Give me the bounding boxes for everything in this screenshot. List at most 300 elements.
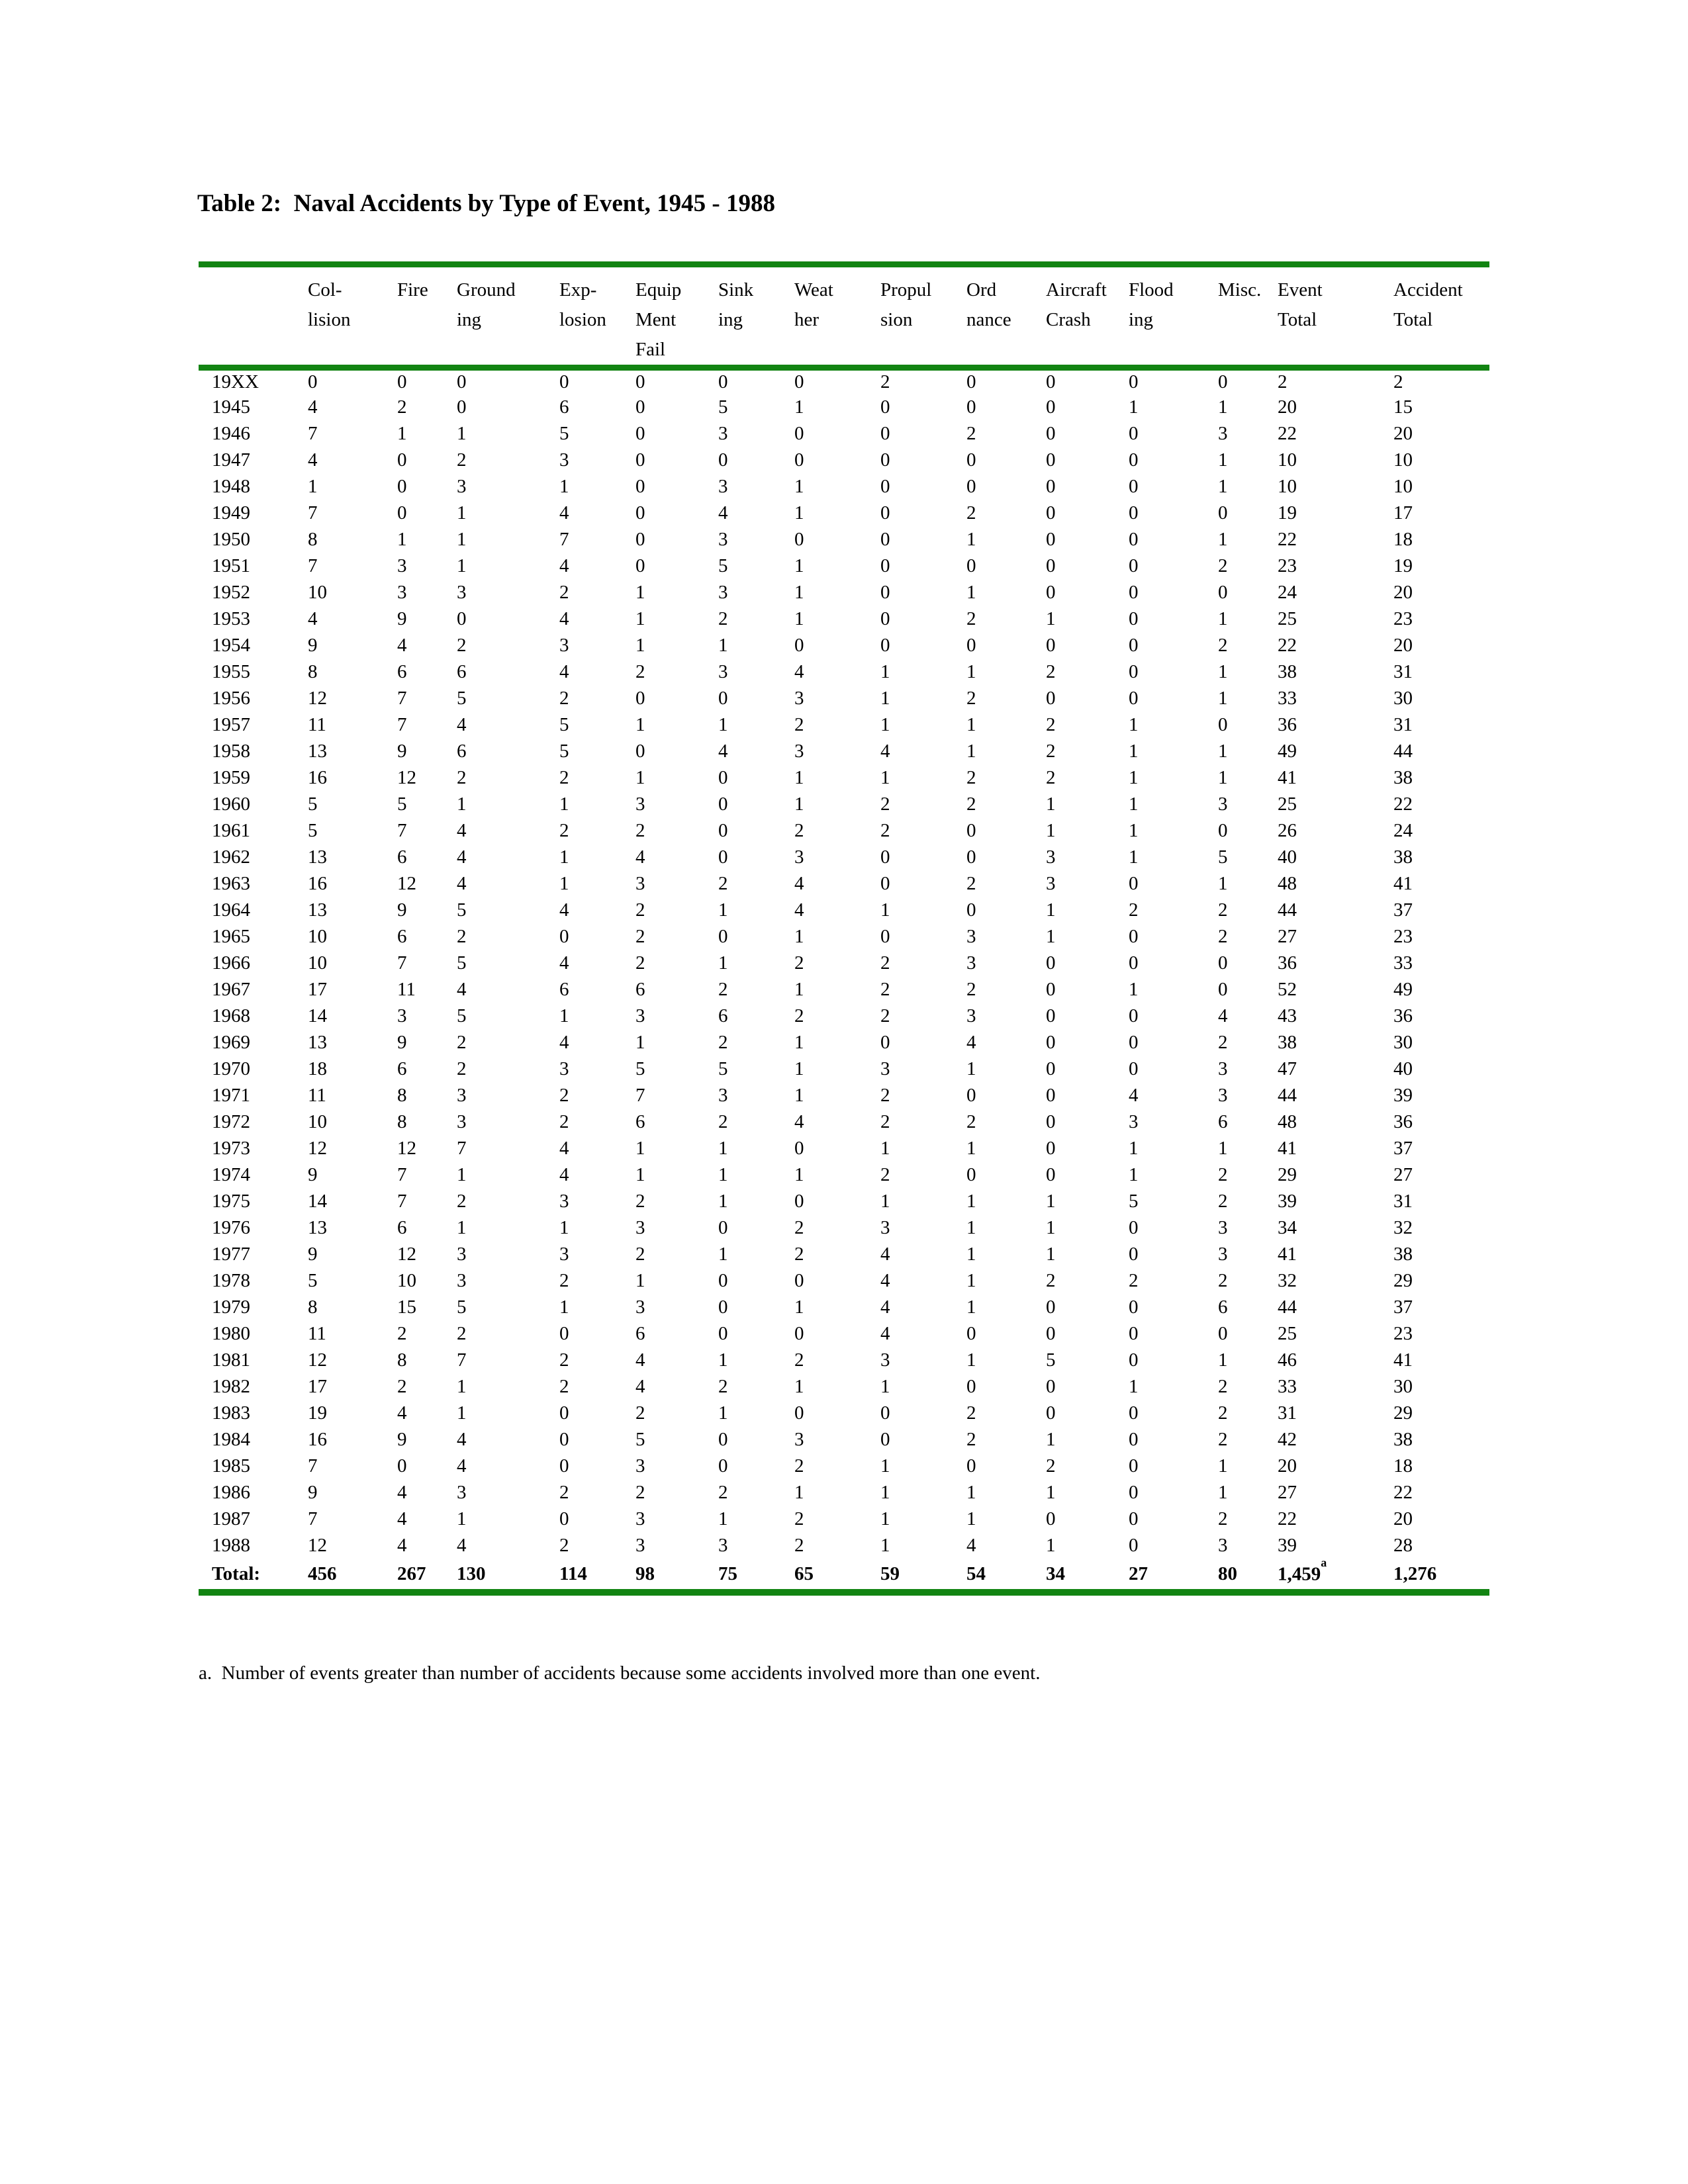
value-cell: 0 bbox=[635, 449, 645, 471]
value-cell: 0 bbox=[635, 396, 645, 418]
value-cell: 2 bbox=[1129, 1270, 1139, 1291]
value-cell: 1 bbox=[1046, 820, 1056, 841]
col-header-line: nance bbox=[966, 309, 1011, 330]
value-cell: 10 bbox=[1393, 449, 1413, 471]
value-cell: 38 bbox=[1393, 846, 1413, 868]
value-cell: 0 bbox=[966, 449, 976, 471]
table-row bbox=[199, 1347, 1489, 1374]
col-header-line: lision bbox=[308, 309, 351, 330]
value-cell: 0 bbox=[966, 899, 976, 921]
value-cell: 1 bbox=[880, 1535, 890, 1556]
value-cell: 40 bbox=[1393, 1058, 1413, 1079]
value-cell: 0 bbox=[1218, 1323, 1228, 1344]
table-row bbox=[199, 739, 1489, 765]
value-cell: 3 bbox=[1218, 794, 1228, 815]
total-value-cell: 114 bbox=[559, 1559, 635, 1592]
value-cell: 3 bbox=[635, 1297, 645, 1318]
value-cell: 0 bbox=[1218, 582, 1228, 603]
value-cell: 0 bbox=[1129, 1005, 1139, 1026]
value-cell: 0 bbox=[718, 1455, 728, 1477]
value-cell: 1 bbox=[635, 1138, 645, 1159]
value-cell: 12 bbox=[397, 873, 416, 894]
value-cell: 1 bbox=[880, 1191, 890, 1212]
total-value-cell: 65 bbox=[794, 1559, 880, 1592]
value-cell: 0 bbox=[966, 476, 976, 497]
value-cell: 31 bbox=[1278, 1402, 1297, 1424]
value-cell: 1 bbox=[880, 714, 890, 735]
value-cell: 1 bbox=[1218, 741, 1228, 762]
value-cell: 0 bbox=[880, 1032, 890, 1053]
total-value-cell: 27 bbox=[1129, 1559, 1218, 1592]
value-cell: 0 bbox=[1046, 1032, 1056, 1053]
year-cell: 1954 bbox=[212, 635, 250, 656]
value-cell: 5 bbox=[1218, 846, 1228, 868]
value-cell: 38 bbox=[1278, 1032, 1297, 1053]
year-cell: 1945 bbox=[212, 396, 250, 418]
value-cell: 2 bbox=[880, 1164, 890, 1185]
value-cell: 2 bbox=[635, 926, 645, 947]
value-cell: 9 bbox=[397, 1429, 407, 1450]
value-cell: 3 bbox=[457, 476, 467, 497]
value-cell: 0 bbox=[1129, 423, 1139, 444]
value-cell: 0 bbox=[794, 1191, 804, 1212]
value-cell: 23 bbox=[1393, 1323, 1413, 1344]
value-cell: 2 bbox=[1218, 1376, 1228, 1397]
value-cell: 27 bbox=[1393, 1164, 1413, 1185]
value-cell: 4 bbox=[397, 635, 407, 656]
value-cell: 3 bbox=[457, 1270, 467, 1291]
value-cell: 41 bbox=[1393, 873, 1413, 894]
value-cell: 0 bbox=[1129, 1297, 1139, 1318]
table-row bbox=[199, 606, 1489, 633]
value-cell: 8 bbox=[397, 1111, 407, 1132]
year-cell: 1980 bbox=[212, 1323, 250, 1344]
value-cell: 39 bbox=[1393, 1085, 1413, 1106]
value-cell: 2 bbox=[457, 1323, 467, 1344]
value-cell: 2 bbox=[966, 794, 976, 815]
value-cell: 0 bbox=[880, 635, 890, 656]
year-cell: 1951 bbox=[212, 555, 250, 576]
value-cell: 20 bbox=[1278, 1455, 1297, 1477]
value-cell: 0 bbox=[718, 1297, 728, 1318]
value-cell: 0 bbox=[1218, 952, 1228, 974]
col-header-line: ing bbox=[1129, 309, 1154, 330]
table-row bbox=[199, 394, 1489, 421]
value-cell: 1 bbox=[966, 1349, 976, 1371]
table-row bbox=[199, 527, 1489, 553]
value-cell: 0 bbox=[1218, 371, 1228, 393]
value-cell: 2 bbox=[718, 873, 728, 894]
value-cell: 0 bbox=[880, 529, 890, 550]
value-cell: 1 bbox=[794, 608, 804, 629]
value-cell: 6 bbox=[635, 1111, 645, 1132]
year-cell: 1957 bbox=[212, 714, 250, 735]
value-cell: 0 bbox=[308, 371, 318, 393]
value-cell: 0 bbox=[559, 1323, 569, 1344]
col-header-ordnance bbox=[966, 265, 1046, 368]
value-cell: 3 bbox=[880, 1058, 890, 1079]
value-cell: 2 bbox=[1218, 1191, 1228, 1212]
value-cell: 4 bbox=[397, 1482, 407, 1503]
value-cell: 1 bbox=[966, 1191, 976, 1212]
value-cell: 20 bbox=[1393, 423, 1413, 444]
value-cell: 30 bbox=[1393, 1032, 1413, 1053]
value-cell: 0 bbox=[1046, 396, 1056, 418]
value-cell: 52 bbox=[1278, 979, 1297, 1000]
year-cell: 1950 bbox=[212, 529, 250, 550]
value-cell: 3 bbox=[794, 1429, 804, 1450]
value-cell: 0 bbox=[966, 371, 976, 393]
value-cell: 2 bbox=[880, 820, 890, 841]
table-row bbox=[199, 871, 1489, 897]
value-cell: 0 bbox=[880, 476, 890, 497]
value-cell: 37 bbox=[1393, 1297, 1413, 1318]
value-cell: 13 bbox=[308, 1032, 327, 1053]
value-cell: 1 bbox=[1218, 688, 1228, 709]
value-cell: 11 bbox=[397, 979, 416, 1000]
value-cell: 5 bbox=[635, 1429, 645, 1450]
value-cell: 0 bbox=[718, 820, 728, 841]
value-cell: 0 bbox=[1046, 502, 1056, 523]
value-cell: 0 bbox=[1046, 449, 1056, 471]
value-cell: 48 bbox=[1278, 873, 1297, 894]
value-cell: 0 bbox=[1046, 1058, 1056, 1079]
value-cell: 3 bbox=[559, 1058, 569, 1079]
year-cell: 1979 bbox=[212, 1297, 250, 1318]
value-cell: 4 bbox=[880, 1323, 890, 1344]
value-cell: 7 bbox=[397, 688, 407, 709]
value-cell: 1 bbox=[880, 1508, 890, 1529]
value-cell: 6 bbox=[397, 926, 407, 947]
value-cell: 1 bbox=[457, 1508, 467, 1529]
value-cell: 2 bbox=[1218, 555, 1228, 576]
value-cell: 41 bbox=[1278, 767, 1297, 788]
col-header-misc bbox=[1218, 265, 1278, 368]
value-cell: 1 bbox=[718, 1164, 728, 1185]
value-cell: 1 bbox=[1046, 899, 1056, 921]
value-cell: 6 bbox=[457, 741, 467, 762]
value-cell: 2 bbox=[966, 423, 976, 444]
value-cell: 2 bbox=[559, 1535, 569, 1556]
value-cell: 1 bbox=[397, 423, 407, 444]
value-cell: 2 bbox=[559, 767, 569, 788]
value-cell: 1 bbox=[718, 1138, 728, 1159]
value-cell: 0 bbox=[966, 1085, 976, 1106]
value-cell: 19 bbox=[1278, 502, 1297, 523]
col-header-fire bbox=[397, 265, 457, 368]
value-cell: 2 bbox=[1218, 635, 1228, 656]
value-cell: 0 bbox=[1046, 979, 1056, 1000]
value-cell: 2 bbox=[397, 1376, 407, 1397]
year-cell: 1975 bbox=[212, 1191, 250, 1212]
value-cell: 4 bbox=[794, 661, 804, 682]
value-cell: 1 bbox=[559, 1217, 569, 1238]
value-cell: 18 bbox=[308, 1058, 327, 1079]
value-cell: 1 bbox=[1046, 608, 1056, 629]
value-cell: 2 bbox=[794, 1005, 804, 1026]
value-cell: 4 bbox=[880, 1244, 890, 1265]
value-cell: 0 bbox=[966, 555, 976, 576]
value-cell: 2 bbox=[559, 1085, 569, 1106]
value-cell: 9 bbox=[397, 1032, 407, 1053]
value-cell: 6 bbox=[397, 661, 407, 682]
value-cell: 0 bbox=[1129, 1217, 1139, 1238]
value-cell: 3 bbox=[635, 1535, 645, 1556]
value-cell: 4 bbox=[1129, 1085, 1139, 1106]
table-row bbox=[199, 1321, 1489, 1347]
value-cell: 2 bbox=[635, 1191, 645, 1212]
value-cell: 16 bbox=[308, 1429, 327, 1450]
value-cell: 2 bbox=[559, 688, 569, 709]
value-cell: 1 bbox=[1218, 1349, 1228, 1371]
value-cell: 0 bbox=[1129, 1482, 1139, 1503]
value-cell: 3 bbox=[1218, 1217, 1228, 1238]
value-cell: 1 bbox=[794, 502, 804, 523]
value-cell: 8 bbox=[397, 1349, 407, 1371]
value-cell: 0 bbox=[1129, 529, 1139, 550]
value-cell: 3 bbox=[457, 582, 467, 603]
value-cell: 42 bbox=[1278, 1429, 1297, 1450]
col-header-line: Misc. bbox=[1218, 279, 1262, 300]
value-cell: 0 bbox=[880, 396, 890, 418]
value-cell: 10 bbox=[397, 1270, 416, 1291]
value-cell: 13 bbox=[308, 1217, 327, 1238]
value-cell: 23 bbox=[1278, 555, 1297, 576]
value-cell: 1 bbox=[1218, 449, 1228, 471]
value-cell: 0 bbox=[1129, 1323, 1139, 1344]
value-cell: 1 bbox=[1129, 979, 1139, 1000]
value-cell: 7 bbox=[308, 423, 318, 444]
value-cell: 0 bbox=[1046, 1138, 1056, 1159]
value-cell: 23 bbox=[1393, 608, 1413, 629]
value-cell: 0 bbox=[880, 1402, 890, 1424]
value-cell: 1 bbox=[966, 1482, 976, 1503]
value-cell: 2 bbox=[794, 1455, 804, 1477]
value-cell: 2 bbox=[635, 952, 645, 974]
value-cell: 0 bbox=[1046, 582, 1056, 603]
value-cell: 13 bbox=[308, 741, 327, 762]
value-cell: 1 bbox=[635, 635, 645, 656]
col-header-line: Exp- bbox=[559, 279, 597, 300]
value-cell: 38 bbox=[1393, 767, 1413, 788]
value-cell: 1 bbox=[457, 1217, 467, 1238]
value-cell: 1 bbox=[794, 1032, 804, 1053]
value-cell: 0 bbox=[718, 1217, 728, 1238]
value-cell: 1 bbox=[1046, 1535, 1056, 1556]
value-cell: 2 bbox=[397, 1323, 407, 1344]
value-cell: 2 bbox=[559, 1270, 569, 1291]
value-cell: 6 bbox=[1218, 1111, 1228, 1132]
total-value-cell: 34 bbox=[1046, 1559, 1129, 1592]
value-cell: 1 bbox=[1218, 661, 1228, 682]
col-header-flooding bbox=[1129, 265, 1218, 368]
value-cell: 27 bbox=[1278, 1482, 1297, 1503]
value-cell: 5 bbox=[457, 688, 467, 709]
value-cell: 4 bbox=[880, 741, 890, 762]
total-value-cell: 59 bbox=[880, 1559, 966, 1592]
value-cell: 29 bbox=[1393, 1402, 1413, 1424]
year-cell: 1958 bbox=[212, 741, 250, 762]
value-cell: 2 bbox=[559, 1349, 569, 1371]
value-cell: 10 bbox=[308, 582, 327, 603]
value-cell: 0 bbox=[794, 423, 804, 444]
value-cell: 0 bbox=[1129, 661, 1139, 682]
year-cell: 1966 bbox=[212, 952, 250, 974]
value-cell: 1 bbox=[794, 926, 804, 947]
value-cell: 18 bbox=[1393, 529, 1413, 550]
value-cell: 4 bbox=[794, 1111, 804, 1132]
value-cell: 0 bbox=[966, 396, 976, 418]
value-cell: 13 bbox=[308, 846, 327, 868]
value-cell: 8 bbox=[308, 1297, 318, 1318]
value-cell: 10 bbox=[308, 926, 327, 947]
table-row bbox=[199, 474, 1489, 500]
value-cell: 1 bbox=[1046, 794, 1056, 815]
value-cell: 6 bbox=[559, 979, 569, 1000]
col-header-equip-ment-fail bbox=[635, 265, 718, 368]
value-cell: 3 bbox=[635, 873, 645, 894]
naval-accidents-table bbox=[199, 261, 1489, 1596]
value-cell: 1 bbox=[1046, 1244, 1056, 1265]
value-cell: 15 bbox=[1393, 396, 1413, 418]
year-cell: 1948 bbox=[212, 476, 250, 497]
year-cell: 1955 bbox=[212, 661, 250, 682]
value-cell: 1 bbox=[794, 1297, 804, 1318]
value-cell: 1 bbox=[794, 555, 804, 576]
value-cell: 2 bbox=[794, 820, 804, 841]
value-cell: 1 bbox=[308, 476, 318, 497]
table-row bbox=[199, 500, 1489, 527]
value-cell: 40 bbox=[1278, 846, 1297, 868]
value-cell: 0 bbox=[1129, 1429, 1139, 1450]
year-cell: 1947 bbox=[212, 449, 250, 471]
value-cell: 5 bbox=[635, 1058, 645, 1079]
table-row bbox=[199, 421, 1489, 447]
total-value-cell: 267 bbox=[397, 1559, 457, 1592]
table-row bbox=[199, 1083, 1489, 1109]
value-cell: 31 bbox=[1393, 714, 1413, 735]
value-cell: 2 bbox=[1046, 767, 1056, 788]
value-cell: 15 bbox=[397, 1297, 416, 1318]
value-cell: 1 bbox=[1218, 529, 1228, 550]
value-cell: 2 bbox=[794, 1244, 804, 1265]
value-cell: 18 bbox=[1393, 1455, 1413, 1477]
value-cell: 10 bbox=[1278, 449, 1297, 471]
value-cell: 3 bbox=[880, 1217, 890, 1238]
year-cell: 1983 bbox=[212, 1402, 250, 1424]
value-cell: 2 bbox=[457, 1058, 467, 1079]
value-cell: 12 bbox=[308, 1138, 327, 1159]
value-cell: 0 bbox=[718, 1323, 728, 1344]
value-cell: 22 bbox=[1393, 794, 1413, 815]
value-cell: 0 bbox=[1129, 582, 1139, 603]
value-cell: 5 bbox=[559, 423, 569, 444]
value-cell: 12 bbox=[397, 1244, 416, 1265]
year-cell: 1965 bbox=[212, 926, 250, 947]
value-cell: 9 bbox=[397, 741, 407, 762]
value-cell: 38 bbox=[1393, 1429, 1413, 1450]
value-cell: 0 bbox=[1129, 1535, 1139, 1556]
table-row bbox=[199, 553, 1489, 580]
col-header-line: Flood bbox=[1129, 279, 1174, 300]
value-cell: 14 bbox=[308, 1005, 327, 1026]
value-cell: 0 bbox=[635, 555, 645, 576]
value-cell: 2 bbox=[880, 1005, 890, 1026]
value-cell: 1 bbox=[880, 1455, 890, 1477]
value-cell: 3 bbox=[1218, 1535, 1228, 1556]
value-cell: 33 bbox=[1393, 952, 1413, 974]
value-cell: 0 bbox=[1046, 371, 1056, 393]
value-cell: 2 bbox=[718, 1111, 728, 1132]
value-cell: 5 bbox=[457, 1297, 467, 1318]
value-cell: 1 bbox=[1129, 1376, 1139, 1397]
value-cell: 8 bbox=[397, 1085, 407, 1106]
value-cell: 1 bbox=[880, 1482, 890, 1503]
value-cell: 39 bbox=[1278, 1191, 1297, 1212]
col-header-explosion bbox=[559, 265, 635, 368]
table-row bbox=[199, 897, 1489, 924]
value-cell: 41 bbox=[1278, 1244, 1297, 1265]
value-cell: 0 bbox=[880, 608, 890, 629]
value-cell: 0 bbox=[1046, 1376, 1056, 1397]
value-cell: 2 bbox=[1218, 1270, 1228, 1291]
value-cell: 1 bbox=[880, 688, 890, 709]
col-header-line: ing bbox=[718, 309, 743, 330]
value-cell: 2 bbox=[1046, 741, 1056, 762]
footnote-marker: a bbox=[1321, 1556, 1327, 1570]
value-cell: 2 bbox=[880, 1085, 890, 1106]
value-cell: 4 bbox=[635, 1376, 645, 1397]
value-cell: 44 bbox=[1278, 1297, 1297, 1318]
value-cell: 5 bbox=[308, 794, 318, 815]
value-cell: 0 bbox=[1129, 1032, 1139, 1053]
year-cell: 1963 bbox=[212, 873, 250, 894]
value-cell: 2 bbox=[966, 767, 976, 788]
value-cell: 10 bbox=[308, 1111, 327, 1132]
value-cell: 0 bbox=[1046, 529, 1056, 550]
value-cell: 2 bbox=[1393, 371, 1403, 393]
table-row bbox=[199, 765, 1489, 792]
value-cell: 3 bbox=[635, 1508, 645, 1529]
value-cell: 11 bbox=[308, 1085, 326, 1106]
table-row bbox=[199, 1162, 1489, 1189]
value-cell: 9 bbox=[308, 1164, 318, 1185]
value-cell: 0 bbox=[718, 449, 728, 471]
value-cell: 0 bbox=[966, 1164, 976, 1185]
value-cell: 4 bbox=[635, 1349, 645, 1371]
value-cell: 31 bbox=[1393, 661, 1413, 682]
value-cell: 4 bbox=[559, 502, 569, 523]
value-cell: 3 bbox=[397, 1005, 407, 1026]
value-cell: 29 bbox=[1393, 1270, 1413, 1291]
value-cell: 4 bbox=[457, 1429, 467, 1450]
value-cell: 0 bbox=[1129, 873, 1139, 894]
col-header-line: her bbox=[794, 309, 820, 330]
value-cell: 1 bbox=[794, 396, 804, 418]
value-cell: 3 bbox=[1218, 1244, 1228, 1265]
value-cell: 4 bbox=[966, 1032, 976, 1053]
value-cell: 1 bbox=[1129, 396, 1139, 418]
value-cell: 0 bbox=[1218, 714, 1228, 735]
value-cell: 2 bbox=[457, 1032, 467, 1053]
value-cell: 0 bbox=[1046, 1402, 1056, 1424]
value-cell: 0 bbox=[966, 846, 976, 868]
value-cell: 1 bbox=[1129, 820, 1139, 841]
year-cell: 1953 bbox=[212, 608, 250, 629]
value-cell: 0 bbox=[966, 1323, 976, 1344]
value-cell: 44 bbox=[1278, 899, 1297, 921]
value-cell: 2 bbox=[880, 952, 890, 974]
